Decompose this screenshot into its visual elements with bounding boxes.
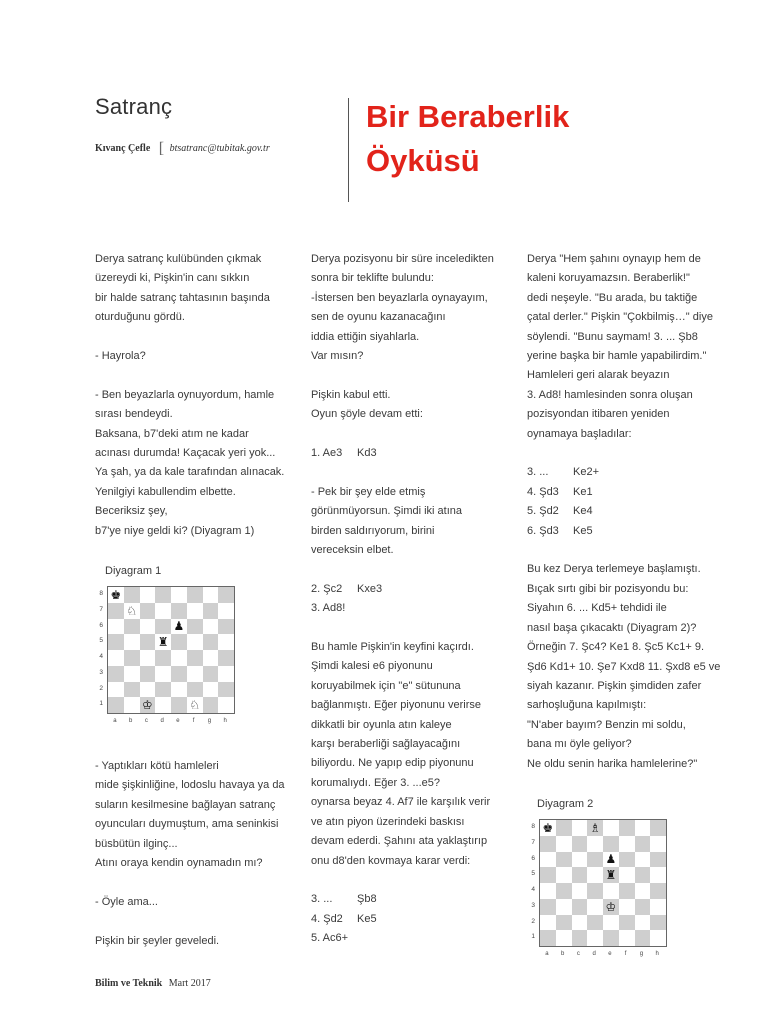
board-square: [218, 682, 234, 698]
board-square: [650, 915, 666, 931]
chess-piece-square: ♚: [108, 587, 124, 603]
board-square: [124, 634, 140, 650]
move-black: Kxe3: [357, 582, 383, 595]
board-square: [635, 852, 651, 868]
board-square: [587, 899, 603, 915]
text-line: "N'aber bayım? Benzin mi soldu,: [527, 718, 686, 731]
board-square: [203, 650, 219, 666]
board-square: [540, 899, 556, 915]
text-line: dedi neşeyle. "Bu arada, bu taktiğe: [527, 291, 698, 304]
board-square: [650, 899, 666, 915]
file-label: c: [144, 718, 148, 724]
board-square: [556, 820, 572, 836]
text-line: iddia ettiğin siyahlarla.: [311, 330, 420, 343]
board-square: [108, 666, 124, 682]
board-square: [140, 619, 156, 635]
file-label: a: [113, 718, 117, 724]
move-row: [311, 929, 521, 948]
text-line: bir halde satranç tahtasının başında: [95, 291, 270, 304]
article-title: [366, 95, 569, 183]
board-square: [218, 587, 234, 603]
bracket-mark: [: [158, 140, 165, 157]
board-square: [124, 697, 140, 713]
text-line: Pişkin kabul etti.: [311, 388, 391, 401]
text-line: - Öyle ama...: [95, 895, 158, 908]
text-line: siyah kazanır. Pişkin şimdiden zafer: [527, 679, 702, 692]
board-square: [187, 634, 203, 650]
board-square: [140, 634, 156, 650]
chess-board: [107, 586, 235, 714]
text-line: suların kesilmesine bağlayan satranç: [95, 798, 276, 811]
text-line: büsbütün ilginç...: [95, 837, 178, 850]
board-square: [635, 820, 651, 836]
board-square: [203, 634, 219, 650]
move-row: [527, 463, 737, 482]
board-square: [171, 587, 187, 603]
board-square: [187, 650, 203, 666]
board-square: [619, 899, 635, 915]
board-square: [171, 634, 187, 650]
board-square: [619, 836, 635, 852]
board-square: [218, 697, 234, 713]
board-square: [603, 836, 619, 852]
author-name: Kıvanç Çefle: [95, 143, 151, 154]
board-square: [108, 619, 124, 635]
board-square: [187, 666, 203, 682]
file-label: a: [545, 951, 549, 957]
board-square: [635, 899, 651, 915]
move-black: Ke5: [357, 912, 377, 925]
board-square: [650, 836, 666, 852]
text-line: Şd6 Kd1+ 10. Şe7 Kxd8 11. Şxd8 e5 ve: [527, 660, 721, 673]
board-square: [187, 682, 203, 698]
board-square: [155, 603, 171, 619]
move-black: Ke4: [573, 505, 593, 518]
text-line: devam ederdi. Şahını ata yaklaştırıp: [311, 835, 488, 848]
move-row: [311, 599, 521, 618]
text-line: Oyun şöyle devam etti:: [311, 408, 423, 421]
board-square: [587, 883, 603, 899]
diagram-1: [95, 565, 235, 724]
board-square: [124, 619, 140, 635]
board-square: [140, 587, 156, 603]
rank-label: 1: [531, 933, 535, 941]
board-square: [155, 697, 171, 713]
board-square: [140, 682, 156, 698]
board-square: [556, 930, 572, 946]
board-square: [203, 587, 219, 603]
file-label: f: [624, 951, 627, 957]
file-label: d: [592, 951, 596, 957]
move-white: 1. Ae3: [311, 447, 343, 460]
board-square: [603, 883, 619, 899]
title-line-1: Bir Beraberlik: [366, 99, 570, 134]
file-label: e: [176, 718, 180, 724]
text-line: Atını oraya kendin oynamadın mı?: [95, 857, 263, 870]
board-square: [540, 836, 556, 852]
move-row: [527, 483, 737, 502]
file-label: f: [192, 718, 195, 724]
board-square: [108, 603, 124, 619]
diagram-2: [527, 798, 667, 957]
text-line: Şimdi kalesi e6 piyonunu: [311, 660, 433, 673]
board-square: [650, 883, 666, 899]
rank-label: 8: [99, 590, 103, 597]
board-square: [203, 666, 219, 682]
file-label: b: [560, 951, 565, 957]
magazine-name: Bilim ve Teknik: [95, 978, 163, 989]
chess-board: [539, 819, 667, 947]
board-square: [140, 666, 156, 682]
text-line: Bu hamle Pişkin'in keyfini kaçırdı.: [311, 641, 474, 654]
column-1: [95, 250, 305, 541]
board-square: [556, 867, 572, 883]
rank-label: 8: [531, 823, 535, 830]
rank-label: 5: [531, 870, 535, 878]
file-label: e: [608, 951, 612, 957]
page-footer: [95, 978, 211, 989]
board-square: [218, 619, 234, 635]
file-label: g: [207, 718, 212, 724]
rank-label: 6: [531, 854, 535, 862]
board-square: [218, 634, 234, 650]
board-square: [619, 852, 635, 868]
file-label: h: [223, 718, 227, 724]
board-square: [635, 930, 651, 946]
board-square: [171, 682, 187, 698]
column-3: [527, 250, 737, 774]
rank-label: 4: [99, 653, 103, 660]
text-line: Derya "Hem şahını oynayıp hem de: [527, 253, 701, 265]
text-line: söylendi. "Bunu saymam! 3. ... Şb8: [527, 330, 698, 343]
chess-piece-square: ♔: [140, 697, 156, 713]
board-square: [650, 820, 666, 836]
text-line: - Hayrola?: [95, 350, 146, 363]
board-square: [619, 915, 635, 931]
text-line: dikkatli bir oyunla atın kaleye: [311, 718, 452, 731]
rank-label: 3: [531, 901, 535, 909]
board-square: [155, 619, 171, 635]
text-line: -İstersen ben beyazlarla oynayayım,: [311, 291, 488, 304]
text-line: Pişkin bir şeyler geveledi.: [95, 934, 220, 947]
board-square: [603, 930, 619, 946]
chess-piece-square: ♟: [603, 852, 619, 868]
board-square: [572, 883, 588, 899]
file-label: d: [160, 718, 164, 724]
board-square: [187, 603, 203, 619]
text-line: karşı beraberliği sağlayacağını: [311, 738, 461, 751]
text-line: Derya pozisyonu bir süre inceledikten: [311, 253, 494, 265]
board-square: [572, 899, 588, 915]
board-square: [155, 650, 171, 666]
text-line: ve atın piyon üzerindeki baskısı: [311, 815, 465, 828]
text-line: bana mı öyle geliyor?: [527, 738, 632, 751]
board-square: [203, 682, 219, 698]
move-white: 3. ...: [311, 893, 333, 906]
text-line: çatal derler." Pişkin "Çokbilmiş…" diye: [527, 311, 713, 324]
move-black: Şb8: [357, 893, 377, 906]
rank-label: 2: [531, 917, 535, 925]
move-row: [311, 444, 521, 463]
column-2: [311, 250, 521, 949]
move-white: 4. Şd3: [527, 485, 559, 498]
text-line: vereceksin elbet.: [311, 544, 394, 557]
board-square: [108, 682, 124, 698]
board-square: [619, 867, 635, 883]
board-square: [556, 883, 572, 899]
text-line: bağlanmıştı. Eğer piyonunu verirse: [311, 699, 481, 712]
file-label: b: [128, 718, 133, 724]
board-square: [124, 587, 140, 603]
board-square: [155, 666, 171, 682]
board-square: [187, 587, 203, 603]
text-line: b7'ye niye geldi ki? (Diyagram 1): [95, 524, 255, 537]
board-square: [650, 852, 666, 868]
move-row: [527, 522, 737, 541]
board-square: [556, 915, 572, 931]
text-line: nasıl başa çıkacaktı (Diyagram 2)?: [527, 621, 697, 634]
chess-piece-square: ♘: [124, 603, 140, 619]
move-row: [311, 910, 521, 929]
text-line: Örneğin 7. Şc4? Ke1 8. Şc5 Kc1+ 9.: [527, 641, 705, 654]
board-square: [171, 603, 187, 619]
board-square: [218, 666, 234, 682]
file-label: g: [639, 951, 644, 957]
text-line: sırası bendeydi.: [95, 408, 173, 421]
byline: [95, 138, 270, 156]
board-square: [650, 867, 666, 883]
board-square: [635, 867, 651, 883]
board-square: [218, 603, 234, 619]
board-square: [203, 603, 219, 619]
text-line: koruyabilmek için "e" sütununa: [311, 679, 461, 692]
board-square: [155, 682, 171, 698]
text-line: sen de oyunu kazanacağını: [311, 311, 446, 324]
text-line: oynarsa beyaz 4. Af7 ile karşılık verir: [311, 796, 491, 809]
board-square: [572, 852, 588, 868]
text-line: Bıçak sırtı gibi bir pozisyondu bu:: [527, 582, 689, 595]
text-line: - Yaptıkları kötü hamleleri: [95, 760, 219, 772]
chess-piece-square: ♜: [603, 867, 619, 883]
board-square: [171, 666, 187, 682]
board-square: [124, 650, 140, 666]
file-label: h: [655, 951, 659, 957]
rank-labels: [95, 586, 103, 712]
move-black: Ke2+: [573, 466, 599, 479]
board-square: [635, 915, 651, 931]
text-line: sonra bir teklifte bulundu:: [311, 272, 434, 285]
board-square: [556, 836, 572, 852]
move-row: [311, 580, 521, 599]
board-square: [572, 836, 588, 852]
rank-label: 3: [99, 668, 103, 676]
board-square: [218, 650, 234, 666]
text-line: sarhoşluğuna kapılmıştı:: [527, 699, 647, 712]
move-white: 3. Ad8!: [311, 602, 346, 615]
board-square: [540, 930, 556, 946]
text-line: kaleni koruyamazsın. Beraberlik!": [527, 272, 690, 285]
rank-labels: [527, 819, 535, 945]
board-square: [587, 930, 603, 946]
title-line-2: Öyküsü: [366, 143, 480, 178]
move-white: 3. ...: [527, 466, 549, 479]
board-square: [540, 852, 556, 868]
board-square: [619, 820, 635, 836]
rank-label: 4: [531, 886, 535, 893]
text-line: Beceriksiz şey,: [95, 505, 168, 518]
board-square: [108, 650, 124, 666]
board-square: [540, 883, 556, 899]
board-square: [619, 930, 635, 946]
board-square: [572, 915, 588, 931]
text-line: mide şişkinliğine, lodoslu havaya ya da: [95, 779, 285, 792]
rank-label: 7: [531, 838, 535, 846]
move-black: Ke5: [573, 524, 593, 537]
board-square: [540, 867, 556, 883]
text-line: yerine başka bir hamle yapabilirdim.": [527, 350, 707, 363]
move-white: 6. Şd3: [527, 524, 559, 537]
rank-label: 1: [99, 700, 103, 708]
board-square: [187, 619, 203, 635]
board-square: [171, 650, 187, 666]
chess-piece-square: ♘: [187, 697, 203, 713]
board-square: [203, 697, 219, 713]
move-white: 5. Şd2: [527, 505, 559, 518]
board-square: [635, 836, 651, 852]
text-line: Yenilgiyi kabullendim elbette.: [95, 485, 236, 498]
move-row: [311, 890, 521, 909]
board-square: [587, 836, 603, 852]
move-white: 5. Ac6+: [311, 932, 349, 945]
text-line: Ya şah, ya da kale tarafından alınacak.: [95, 466, 285, 479]
board-square: [124, 666, 140, 682]
chess-piece-square: ♟: [171, 619, 187, 635]
text-line: oyuncuları duymuştum, ama seninkisi: [95, 818, 279, 831]
text-line: biliyordu. Ne yapıp edip piyonunu: [311, 757, 474, 770]
author-email[interactable]: btsatranc@tubitak.gov.tr: [169, 143, 270, 154]
text-line: Bu kez Derya terlemeye başlamıştı.: [527, 563, 701, 576]
text-line: Baksana, b7'deki atım ne kadar: [95, 427, 249, 440]
chess-piece-square: ♜: [155, 634, 171, 650]
section-title: Satranç: [95, 94, 173, 119]
board-square: [171, 697, 187, 713]
board-square: [140, 650, 156, 666]
board-square: [108, 697, 124, 713]
text-line: 3. Ad8! hamlesinden sonra oluşan: [527, 388, 693, 401]
text-line: pozisyondan itibaren yeniden: [527, 408, 670, 421]
board-square: [603, 820, 619, 836]
text-line: acınası durumda! Kaçacak yeri yok...: [95, 447, 276, 460]
chess-piece-square: ♔: [603, 899, 619, 915]
board-square: [556, 852, 572, 868]
board-square: [155, 587, 171, 603]
rank-label: 5: [99, 637, 103, 645]
text-line: korumalıydı. Eğer 3. ...e5?: [311, 776, 441, 789]
title-divider: [348, 98, 349, 202]
text-line: birden saldırıyorum, birini: [311, 524, 435, 537]
move-white: 2. Şc2: [311, 582, 343, 595]
board-square: [140, 603, 156, 619]
board-square: [203, 619, 219, 635]
rank-label: 6: [99, 621, 103, 629]
move-black: Ke1: [573, 485, 593, 498]
board-square: [572, 930, 588, 946]
board-square: [124, 682, 140, 698]
board-square: [572, 867, 588, 883]
text-line: - Ben beyazlarla oynuyordum, hamle: [95, 388, 275, 401]
rank-label: 7: [99, 605, 103, 613]
board-square: [619, 883, 635, 899]
text-line: oynamaya başladılar:: [527, 427, 632, 440]
text-line: görünmüyorsun. Şimdi iki atına: [311, 505, 463, 518]
board-square: [603, 915, 619, 931]
text-line: oturduğunu gördü.: [95, 311, 185, 324]
board-square: [587, 915, 603, 931]
chess-piece-square: ♗: [587, 820, 603, 836]
board-square: [635, 883, 651, 899]
board-square: [108, 634, 124, 650]
board-square: [540, 915, 556, 931]
diagram-label: Diyagram 1: [105, 565, 162, 577]
text-line: Hamleleri geri alarak beyazın: [527, 369, 670, 382]
chess-piece-square: ♚: [540, 820, 556, 836]
file-label: c: [576, 951, 580, 957]
file-labels: [107, 718, 235, 724]
move-row: [527, 502, 737, 521]
issue-date: Mart 2017: [168, 978, 211, 989]
text-line: üzereydi ki, Pişkin'in canı sıkkın: [95, 272, 250, 285]
text-line: Ne oldu senin harika hamlelerine?": [527, 757, 698, 770]
file-labels: [539, 951, 667, 957]
rank-label: 2: [99, 684, 103, 692]
text-line: Var mısın?: [311, 350, 364, 363]
board-square: [587, 867, 603, 883]
column-1-lower: [95, 757, 305, 951]
text-line: Derya satranç kulübünden çıkmak: [95, 253, 262, 265]
board-square: [556, 899, 572, 915]
text-line: Siyahın 6. ... Kd5+ tehdidi ile: [527, 602, 667, 615]
diagram-label: Diyagram 2: [537, 798, 594, 810]
board-square: [587, 852, 603, 868]
text-line: onu d8'den kovmaya karar verdi:: [311, 854, 471, 867]
move-black: Kd3: [357, 447, 377, 460]
board-square: [650, 930, 666, 946]
move-white: 4. Şd2: [311, 912, 343, 925]
board-square: [572, 820, 588, 836]
text-line: - Pek bir şey elde etmiş: [311, 485, 426, 498]
